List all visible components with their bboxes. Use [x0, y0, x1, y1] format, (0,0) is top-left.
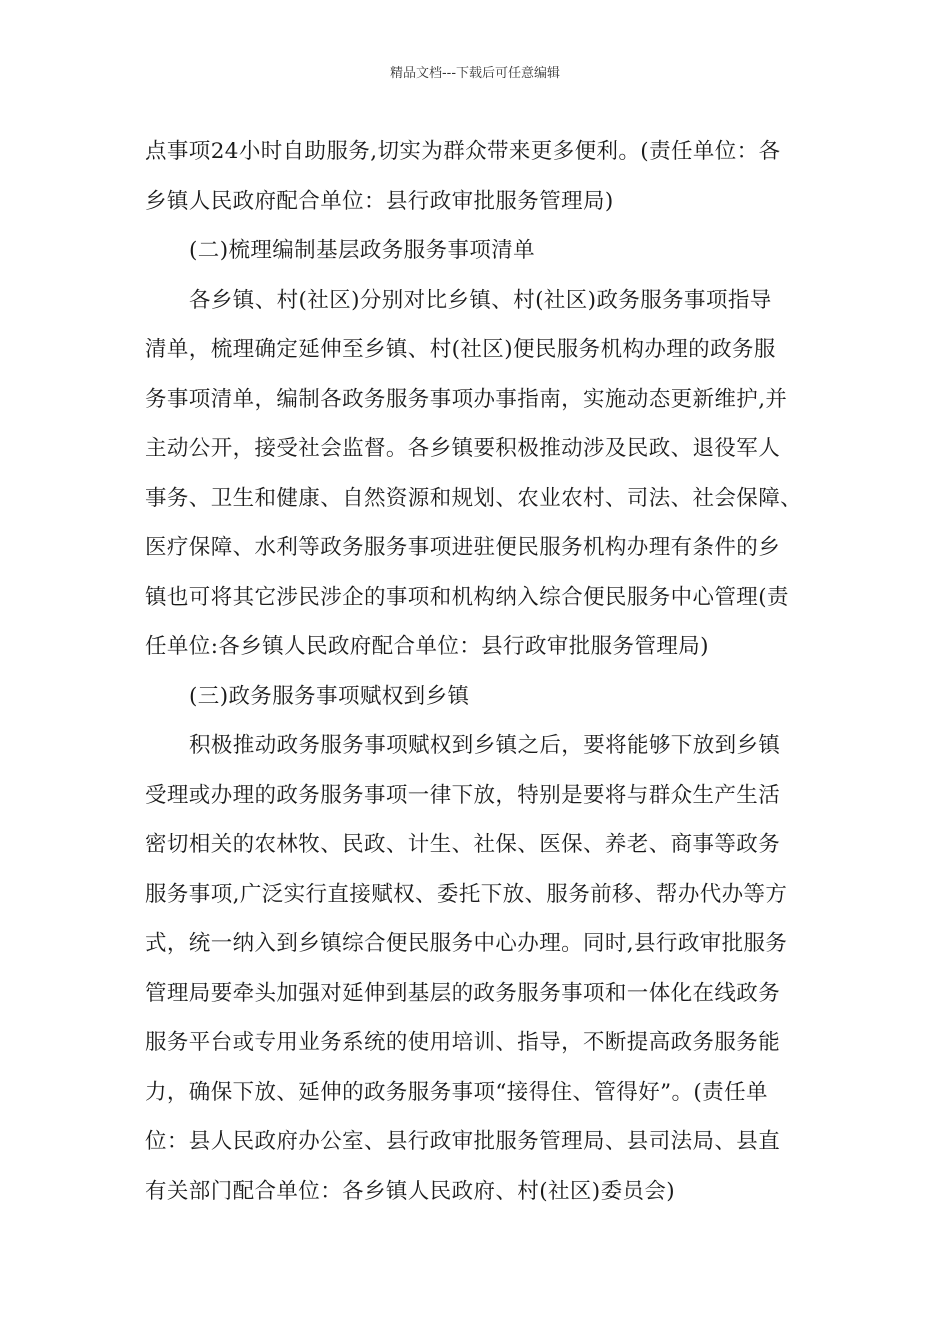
text-line: 清单，梳理确定延伸至乡镇、村(社区)便民服务机构办理的政务服 — [145, 337, 776, 362]
text-line: 积极推动政务服务事项赋权到乡镇之后，要将能够下放到乡镇 — [189, 733, 781, 758]
text-line: 点事项24小时自助服务,切实为群众带来更多便利。(责任单位：各 — [145, 139, 781, 164]
text-line: 事务、卫生和健康、自然资源和规划、农业农村、司法、社会保障、 — [145, 485, 803, 511]
text-line: 管理局要牵头加强对延伸到基层的政务服务事项和一体化在线政务 — [145, 980, 781, 1006]
text-line: 镇也可将其它涉民涉企的事项和机构纳入综合便民服务中心管理(责 — [145, 584, 789, 610]
section-heading-3: (三)政务服务事项赋权到乡镇 — [189, 683, 470, 709]
page-header: 精品文档---下载后可任意编辑 — [389, 66, 561, 81]
text-line: 各乡镇、村(社区)分别对比乡镇、村(社区)政务服务事项指导 — [189, 287, 772, 313]
text-line: 式，统一纳入到乡镇综合便民服务中心办理。同时,县行政审批服务 — [145, 931, 788, 956]
text-line: 有关部门配合单位：各乡镇人民政府、村(社区)委员会) — [145, 1178, 676, 1204]
text-line: 密切相关的农林牧、民政、计生、社保、医保、养老、商事等政务 — [145, 832, 781, 857]
text-line: 受理或办理的政务服务事项一律下放，特别是要将与群众生产生活 — [145, 782, 781, 808]
text-line: 任单位:各乡镇人民政府配合单位：县行政审批服务管理局) — [145, 634, 709, 659]
text-line: 服务平台或专用业务系统的使用培训、指导，不断提高政务服务能 — [145, 1030, 781, 1055]
text-line: 乡镇人民政府配合单位：县行政审批服务管理局) — [145, 188, 614, 214]
document-body — [145, 127, 825, 1216]
text-line: 主动公开，接受社会监督。各乡镇要积极推动涉及民政、退役军人 — [145, 436, 781, 461]
text-line: 务事项清单，编制各政务服务事项办事指南，实施动态更新维护,并 — [145, 386, 788, 412]
text-line: 服务事项,广泛实行直接赋权、委托下放、服务前移、帮办代办等方 — [145, 881, 788, 907]
section-heading-2: (二)梳理编制基层政务服务事项清单 — [189, 238, 536, 263]
text-line: 力，确保下放、延伸的政务服务事项“接得住、管得好”。(责任单 — [145, 1079, 768, 1105]
text-line: 位：县人民政府办公室、县行政审批服务管理局、县司法局、县直 — [145, 1129, 781, 1154]
text-line: 医疗保障、水利等政务服务事项进驻便民服务机构办理有条件的乡 — [145, 535, 781, 560]
